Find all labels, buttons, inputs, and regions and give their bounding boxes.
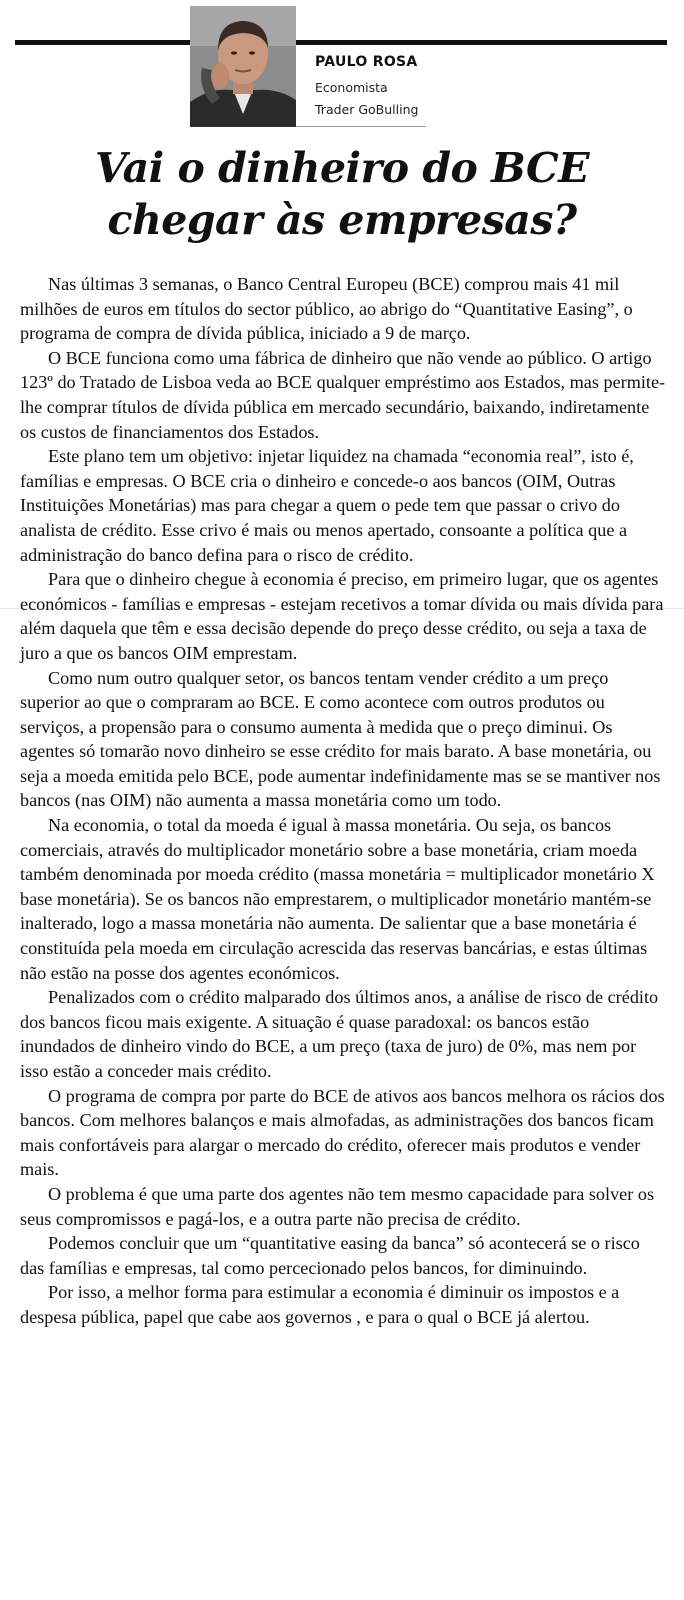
paragraph: O problema é que uma parte dos agentes não tem mesmo capacidade para solver os seus compromissos e pagá-los, e a outra parte não precisa de crédito. — [20, 1183, 655, 1229]
paragraph: Para que o dinheiro chegue à economia é preciso, em primeiro lugar, que os agentes económicos - famílias e empresas - estejam recetivos a tomar dívida ou mais dívida para além daquela que têm e essa decisão depende do preço desse crédito, ou seja a taxa de juro a que os bancos OIM emprestam. — [20, 569, 664, 663]
paragraph: Este plano tem um objetivo: injetar liquidez na chamada “economia real”, isto é, famílias e empresas. O BCE cria o dinheiro e concede-o aos bancos (OIM, Outras Instituições Monetárias) mas para chegar a quem o pede tem que passar o crivo do analista de crédito. Esse crivo é mais ou menos apertado, consoante a política que a administração do banco defina para o risco de crédito. — [20, 446, 634, 565]
author-name: PAULO ROSA — [315, 54, 418, 70]
paragraph: Nas últimas 3 semanas, o Banco Central Europeu (BCE) comprou mais 41 mil milhões de euros em títulos do sector público, ao abrigo do “Quantitative Easing”, o programa de compra de dívida pública, iniciado a 9 de março. — [20, 274, 633, 344]
headline-line-2: chegar às empresas? — [107, 196, 577, 244]
paragraph: O BCE funciona como uma fábrica de dinheiro que não vende ao público. O artigo 123º do Tratado de Lisboa veda ao BCE qualquer empréstimo aos Estados, mas permite-lhe comprar títulos de dívida pública em mercado secundário, baixando, indiretamente os custos de financiamentos dos Estados. — [20, 347, 666, 442]
headline — [0, 142, 684, 246]
author-role: Economista — [315, 80, 388, 95]
headline-line-1: Vai o dinheiro do BCE — [95, 144, 589, 192]
paragraph: Como num outro qualquer setor, os bancos tentam vender crédito a um preço superior ao que o compraram ao BCE. E como acontece com outros produtos ou serviços, a propensão para o consumo aumenta à medida que o preço diminui. Os agentes só tomarão novo dinheiro se esse crédito for mais barato. A base monetária, ou seja a moeda emitida pelo BCE, pode aumentar indefinidamente mas se se mantiver nos bancos (nas OIM) não aumenta a massa monetária como um todo. — [20, 667, 661, 811]
author-byline — [296, 50, 426, 127]
paragraph: Por isso, a melhor forma para estimular a economia é diminuir os impostos e a despesa pública, papel que cabe aos governos , e para o qual o BCE já alertou. — [20, 1282, 620, 1327]
author-company: Trader GoBulling — [315, 102, 419, 117]
paragraph: Podemos concluir que um “quantitative easing da banca” só acontecerá se o risco das famílias e empresas, tal como percecionado pelos bancos, for diminuindo. — [20, 1233, 640, 1278]
paragraph: Na economia, o total da moeda é igual à massa monetária. Ou seja, os bancos comerciais, através do multiplicador monetário sobre a base monetária, criam moeda também denominada por moeda crédito (massa monetária = multiplicador monetário X base monetária). Se os bancos não emprestarem, o multiplicador monetário mantém-se inalterado, logo a massa monetária não aumenta. De salientar que a base monetária é constituída pela moeda em circulação acrescida das reservas bancárias, e estas últimas não estão na posse dos agentes económicos. — [20, 815, 655, 983]
article-body — [20, 272, 668, 1330]
paragraph: Penalizados com o crédito malparado dos últimos anos, a análise de risco de crédito dos bancos ficou mais exigente. A situação é quase paradoxal: os bancos estão inundados de dinheiro vindo do BCE, a um preço (taxa de juro) de 0%, mas nem por isso estão a conceder mais crédito. — [20, 987, 659, 1081]
paragraph: O programa de compra por parte do BCE de ativos aos bancos melhora os rácios dos bancos. Com melhores balanços e mais almofadas, as administrações dos bancos ficam mais confortáveis para alargar o mercado do crédito, oferecer mais produtos e vender mais. — [20, 1085, 665, 1180]
author-portrait — [190, 6, 296, 127]
author-photo — [190, 6, 296, 127]
header-rule — [15, 40, 667, 45]
